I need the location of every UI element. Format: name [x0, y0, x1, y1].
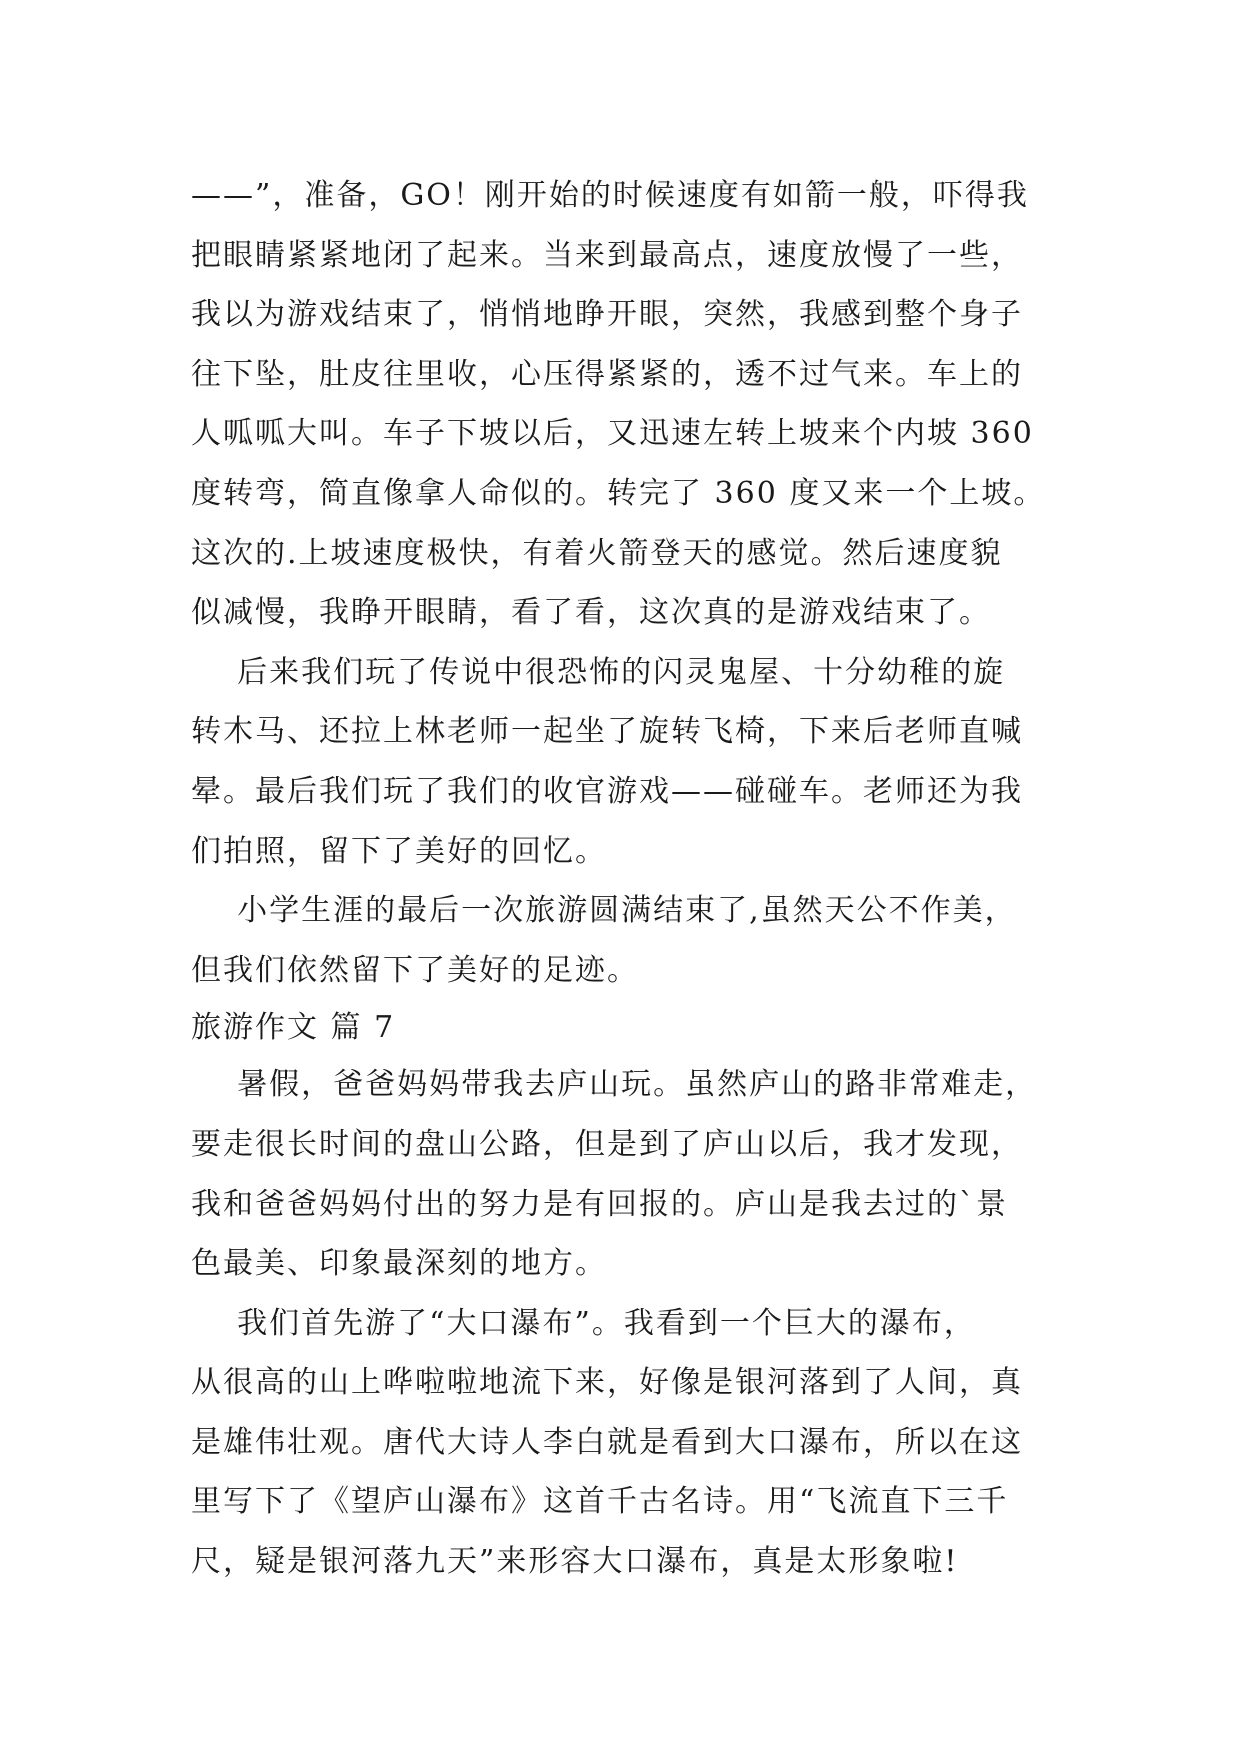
text-line: 们拍照，留下了美好的回忆。: [191, 833, 607, 869]
section-heading: 旅游作文 篇 7: [191, 1010, 396, 1046]
text-line: 晕。最后我们玩了我们的收官游戏——碰碰车。老师还为我: [191, 773, 1023, 809]
text-line: 人呱呱大叫。车子下坡以后，又迅速左转上坡来个内坡 360: [191, 416, 1034, 452]
text-line: 我们首先游了“大口瀑布”。我看到一个巨大的瀑布，: [191, 1305, 976, 1341]
text-line: 我以为游戏结束了，悄悄地睁开眼，突然，我感到整个身子: [191, 297, 1023, 333]
text-line: 后来我们玩了传说中很恐怖的闪灵鬼屋、十分幼稚的旋: [191, 654, 1006, 690]
text-line: 尺，疑是银河落九天”来形容大口瀑布，真是太形象啦!: [191, 1544, 959, 1580]
text-line: 似减慢，我睁开眼睛，看了看，这次真的是游戏结束了。: [191, 595, 991, 631]
text-line: 但我们依然留下了美好的足迹。: [191, 952, 639, 988]
text-line: 里写下了《望庐山瀑布》这首千古名诗。用“飞流直下三千: [191, 1484, 1009, 1520]
text-line: 要走很长时间的盘山公路，但是到了庐山以后，我才发现，: [191, 1126, 1023, 1162]
text-line: 我和爸爸妈妈付出的努力是有回报的。庐山是我去过的`景: [191, 1186, 1008, 1222]
text-line: 往下坠，肚皮往里收，心压得紧紧的，透不过气来。车上的: [191, 356, 1023, 392]
text-line: 这次的.上坡速度极快，有着火箭登天的感觉。然后速度貌: [191, 535, 1003, 571]
text-line: 度转弯，简直像拿人命似的。转完了 360 度又来一个上坡。: [191, 475, 1046, 511]
body-text: [191, 166, 1071, 1592]
text-line: 色最美、印象最深刻的地方。: [191, 1246, 607, 1282]
text-line: 从很高的山上哗啦啦地流下来，好像是银河落到了人间，真: [191, 1365, 1023, 1401]
text-line: 转木马、还拉上林老师一起坐了旋转飞椅，下来后老师直喊: [191, 714, 1023, 750]
text-line: ——”，准备，GO！刚开始的时候速度有如箭一般，吓得我: [191, 178, 1029, 213]
text-line: 是雄伟壮观。唐代大诗人李白就是看到大口瀑布，所以在这: [191, 1424, 1023, 1460]
text-line: 把眼睛紧紧地闭了起来。当来到最高点，速度放慢了一些，: [191, 237, 1023, 273]
text-line: 暑假，爸爸妈妈带我去庐山玩。虽然庐山的路非常难走，: [191, 1067, 1038, 1103]
text-line: 小学生涯的最后一次旅游圆满结束了,虽然天公不作美，: [191, 893, 1017, 929]
